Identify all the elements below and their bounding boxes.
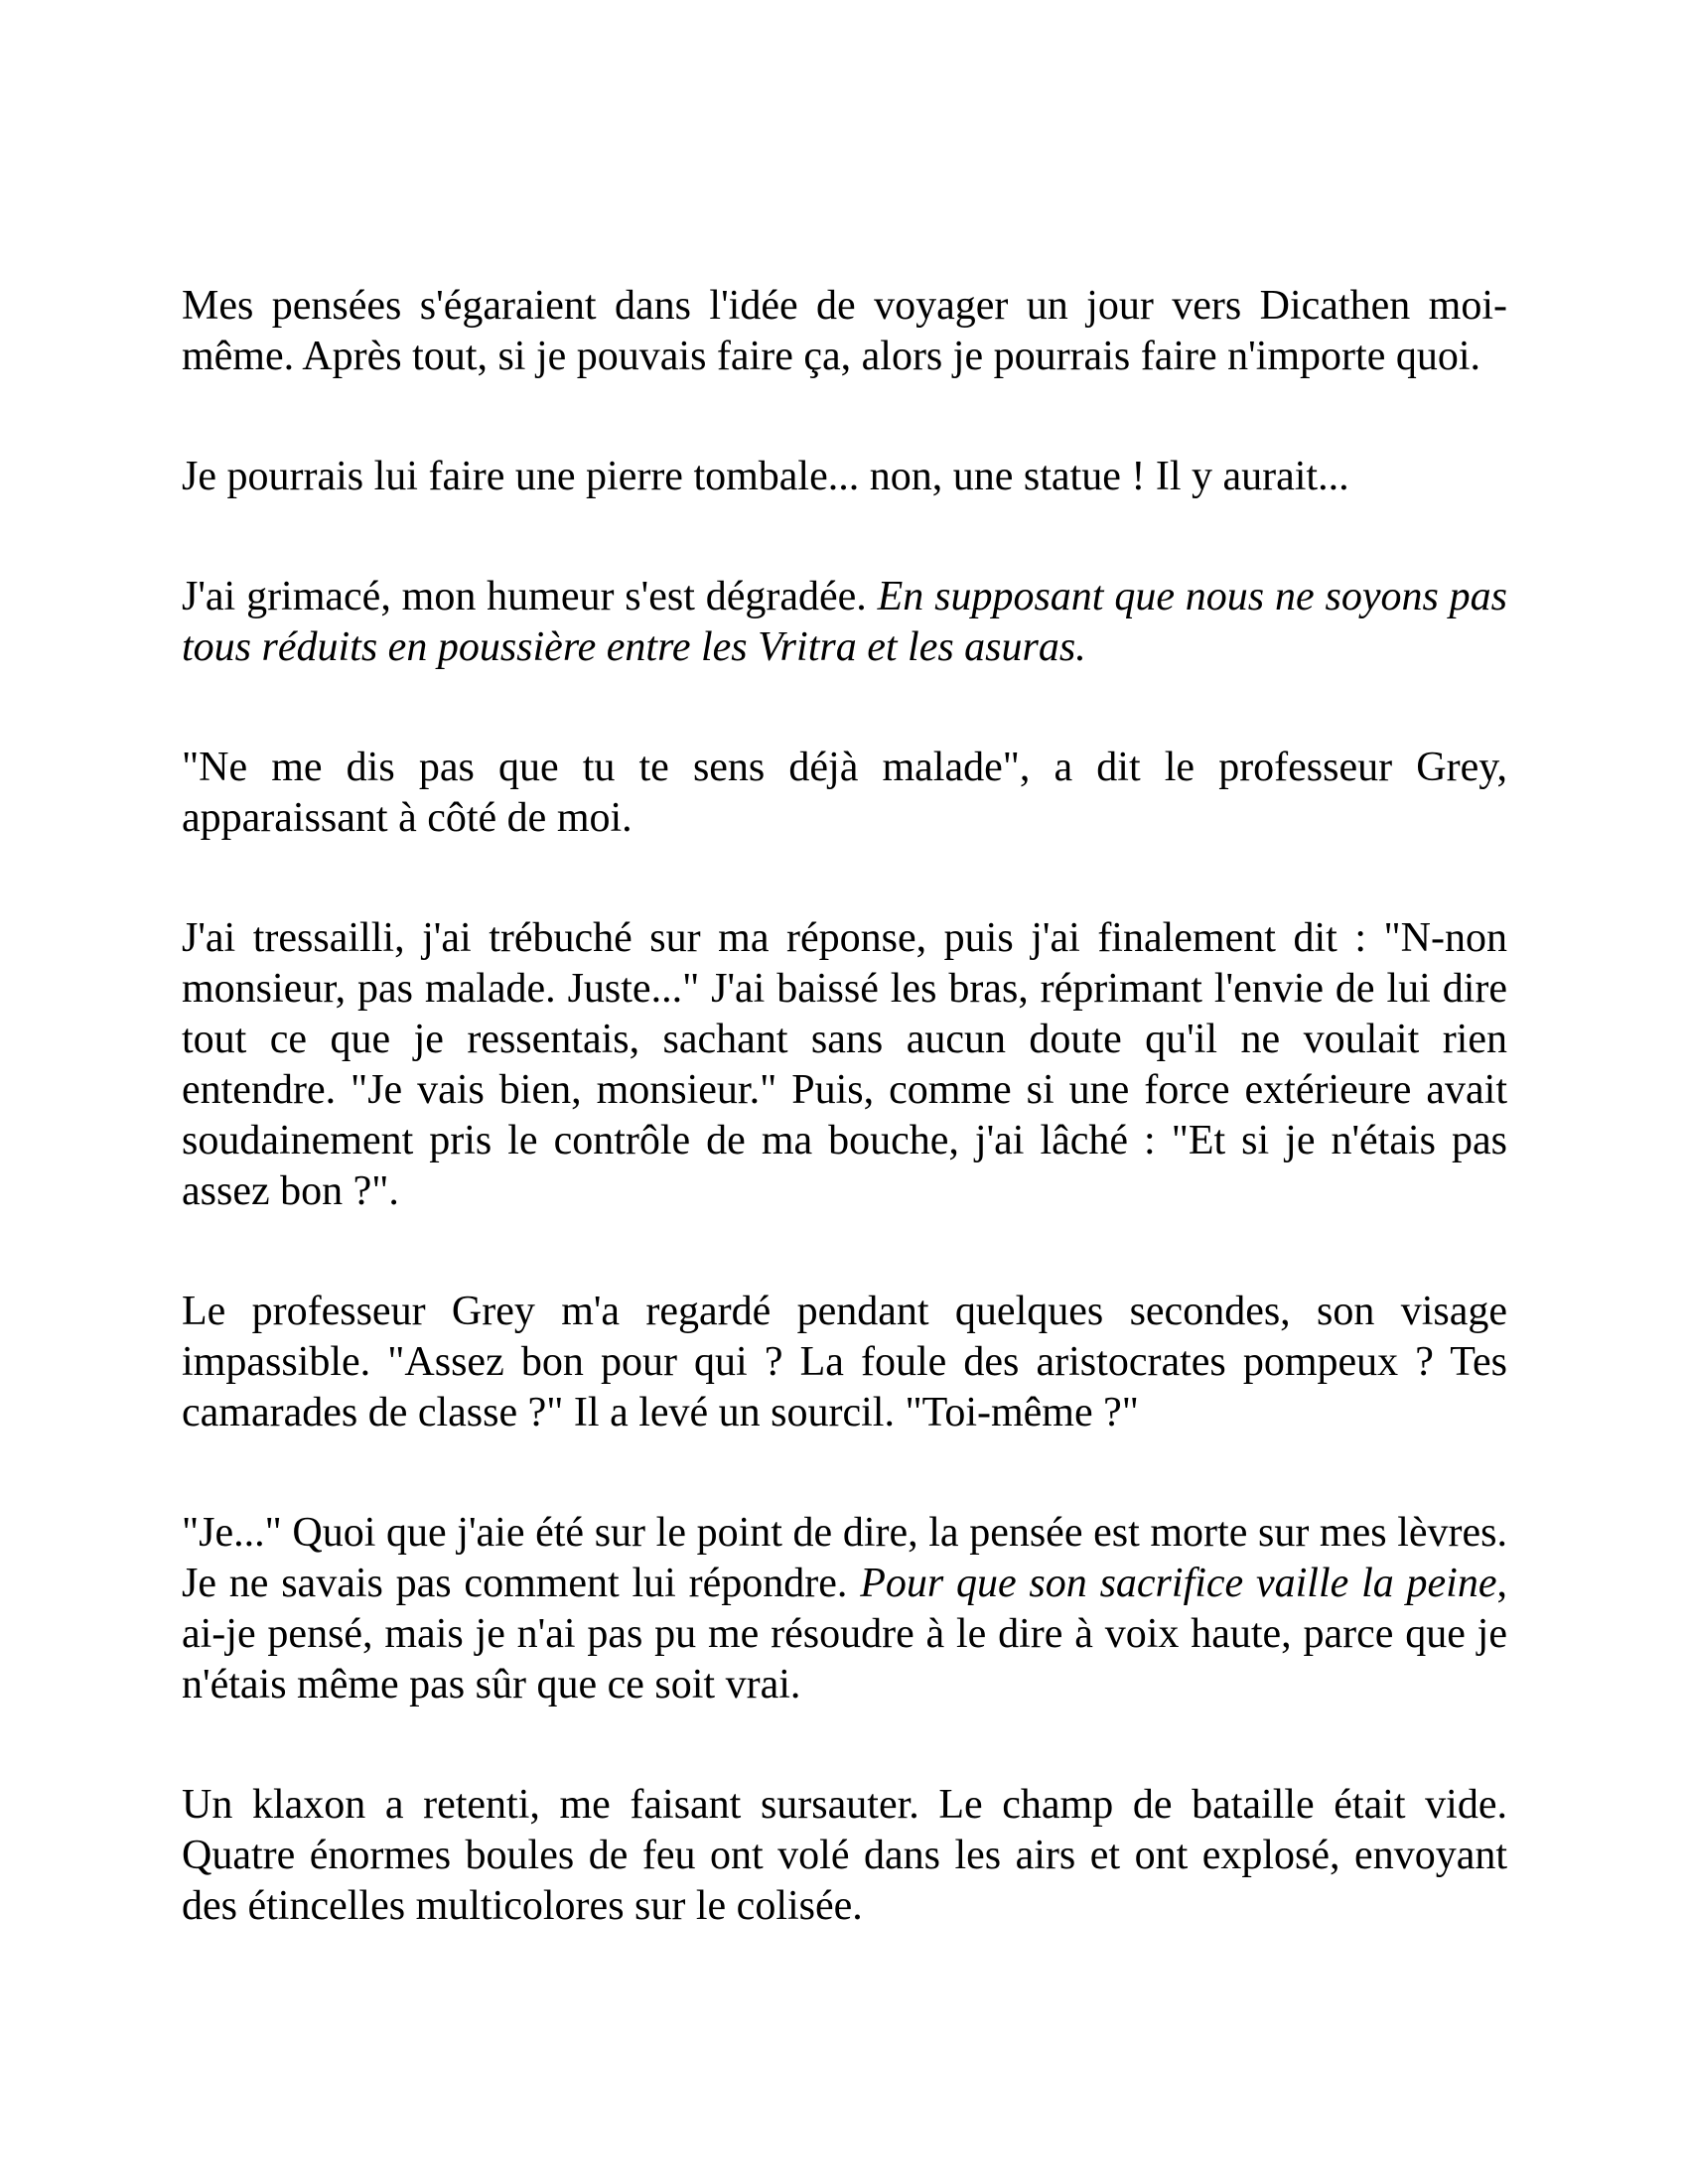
italic-text-run: Pour que son sacrifice vaille la peine bbox=[860, 1561, 1497, 1606]
paragraph bbox=[182, 1780, 1507, 1932]
paragraph bbox=[182, 572, 1507, 673]
text-run: Un klaxon a retenti, me faisant sursauter. Le champ de bataille était vide. Quatre énormes boules de feu ont volé dans les airs et ont explosé, envoyant des étincelles multicolores sur le colisée. bbox=[182, 1782, 1507, 1929]
text-run: J'ai tressailli, j'ai trébuché sur ma réponse, puis j'ai finalement dit : "N-non monsieur, pas malade. Juste..." J'ai baissé les bras, réprimant l'envie de lui dire tout ce que je ressentais, sachant sans aucun doute qu'il ne voulait rien entendre. "Je vais bien, monsieur." Puis, comme si une force extérieure avait soudainement pris le contrôle de ma bouche, j'ai lâché : "Et si je n'étais pas assez bon ?". bbox=[182, 915, 1507, 1214]
text-run: Mes pensées s'égaraient dans l'idée de voyager un jour vers Dicathen moi-même. Après tout, si je pouvais faire ça, alors je pourrais faire n'importe quoi. bbox=[182, 283, 1507, 379]
text-run: , ai-je pensé, mais je n'ai pas pu me résoudre à le dire à voix haute, parce que je n'étais même pas sûr que ce soit vrai. bbox=[182, 1561, 1507, 1707]
paragraph bbox=[182, 1508, 1507, 1710]
text-run: J'ai grimacé, mon humeur s'est dégradée. bbox=[182, 574, 878, 619]
paragraph bbox=[182, 743, 1507, 844]
paragraph bbox=[182, 452, 1507, 502]
italic-text-run: En supposant que nous ne soyons pas tous réduits en poussière entre les Vritra et les asuras. bbox=[182, 574, 1507, 670]
paragraph bbox=[182, 913, 1507, 1217]
text-run: "Ne me dis pas que tu te sens déjà malade", a dit le professeur Grey, apparaissant à côté de moi. bbox=[182, 745, 1507, 841]
text-run: "Je..." Quoi que j'aie été sur le point de dire, la pensée est morte sur mes lèvres. Je ne savais pas comment lui répondre. bbox=[182, 1510, 1507, 1606]
paragraph bbox=[182, 281, 1507, 382]
text-run: Le professeur Grey m'a regardé pendant quelques secondes, son visage impassible. "Assez bon pour qui ? La foule des aristocrates pompeux ? Tes camarades de classe ?" Il a levé un sourcil. "Toi-même ?" bbox=[182, 1289, 1507, 1435]
text-run: Je pourrais lui faire une pierre tombale... non, une statue ! Il y aurait... bbox=[182, 454, 1349, 499]
paragraph bbox=[182, 1287, 1507, 1438]
